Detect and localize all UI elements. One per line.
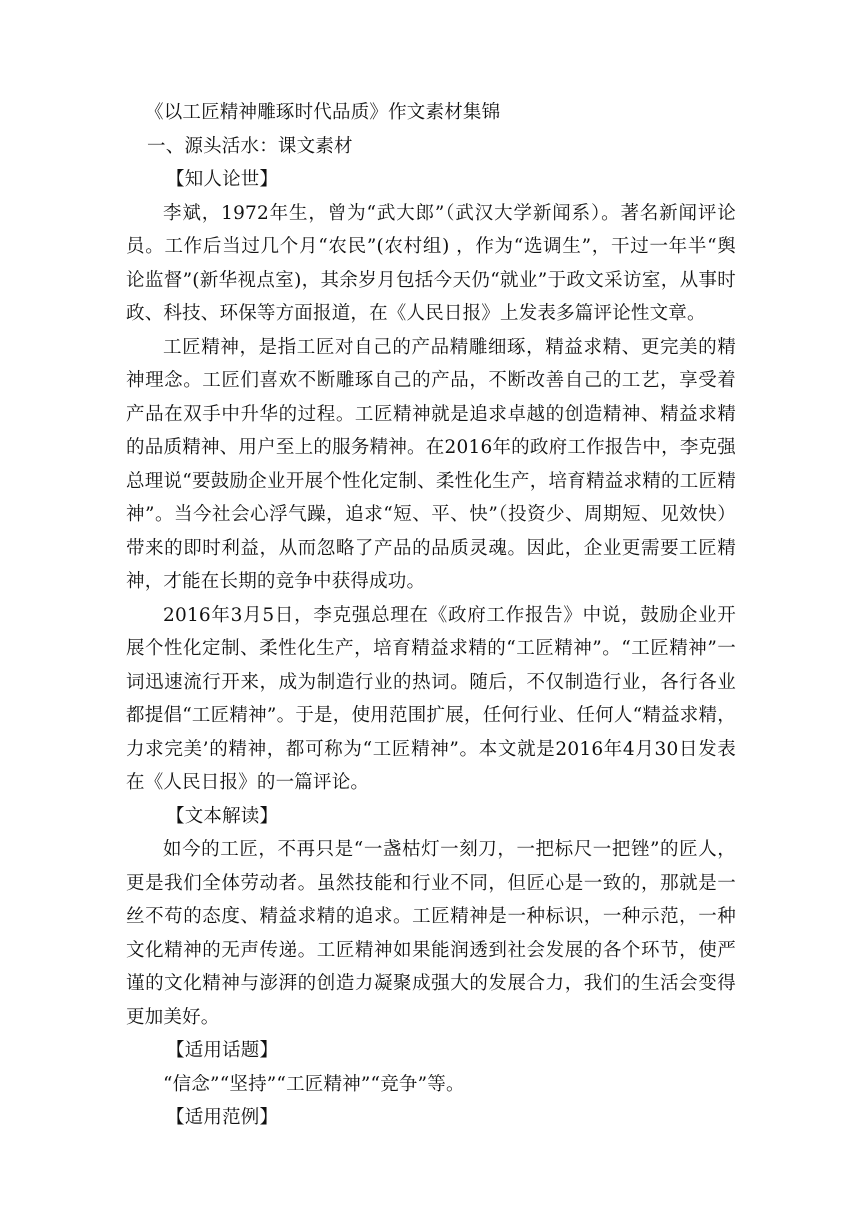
paragraph-topics: “信念”“坚持”“工匠精神”“竞争”等。: [163, 1073, 465, 1095]
paragraph-spirit-definition: 工匠精神，是指工匠对自己的产品精雕细琢，精益求精、更完美的精神理念。工匠们喜欢不断雕琢自己的产品，不断改善自己的工艺，享受着产品在双手中升华的过程。工匠精神就是追求卓越的创造精神、精益求精的品质精神、用户至上的服务精神。在2016年的政府工作报告中，李克强总理说“要鼓励企业开展个性化定制、柔性化生产，培育精益求精的工匠精神”。当今社会心浮气躁，追求“短、平、快”（投资少、周期短、见效快）带来的即时利益，从而忽略了产品的品质灵魂。因此，企业更需要工匠精神，才能在长期的竞争中获得成功。: [126, 336, 736, 592]
section-heading: 一、源头活水：课文素材: [147, 135, 353, 157]
paragraph-author-bio: 李斌，1972年生，曾为“武大郎”（武汉大学新闻系）。著名新闻评论员。工作后当过几个月“农民”(农村组) ，作为“选调生”，干过一年半“舆论监督”(新华视点室)，其余岁月包括今天仍“就业”于政文采访室，从事时政、科技、环保等方面报道，在《人民日报》上发表多篇评论性文章。: [126, 202, 736, 324]
document-title: 《以工匠精神雕琢时代品质》作文素材集锦: [145, 102, 501, 123]
bracket-heading-topics: 【适用话题】: [166, 1040, 279, 1061]
bracket-heading-examples: 【适用范例】: [166, 1107, 279, 1128]
paragraph-text-reading: 如今的工匠，不再只是“一盏枯灯一刻刀，一把标尺一把锉”的匠人，更是我们全体劳动者。虽然技能和行业不同，但匠心是一致的，那就是一丝不苟的态度、精益求精的追求。工匠精神是一种标识，一种示范，一种文化精神的无声传递。工匠精神如果能润透到社会发展的各个环节，使严谨的文化精神与澎湃的创造力凝聚成强大的发展合力，我们的生活会变得更加美好。: [126, 839, 736, 1028]
document-body: [126, 96, 736, 1135]
bracket-heading-know-author: 【知人论世】: [166, 169, 279, 190]
paragraph-background: 2016年3月5日，李克强总理在《政府工作报告》中说，鼓励企业开展个性化定制、柔性化生产，培育精益求精的“工匠精神”。“工匠精神”一词迅速流行开来，成为制造行业的热词。随后，不仅制造行业，各行各业都提倡“工匠精神”。于是，使用范围扩展，任何行业、任何人“精益求精，力求完美’的精神，都可称为“工匠精神”。本文就是2016年4月30日发表在《人民日报》的一篇评论。: [126, 604, 736, 793]
bracket-heading-text-reading: 【文本解读】: [166, 805, 279, 827]
